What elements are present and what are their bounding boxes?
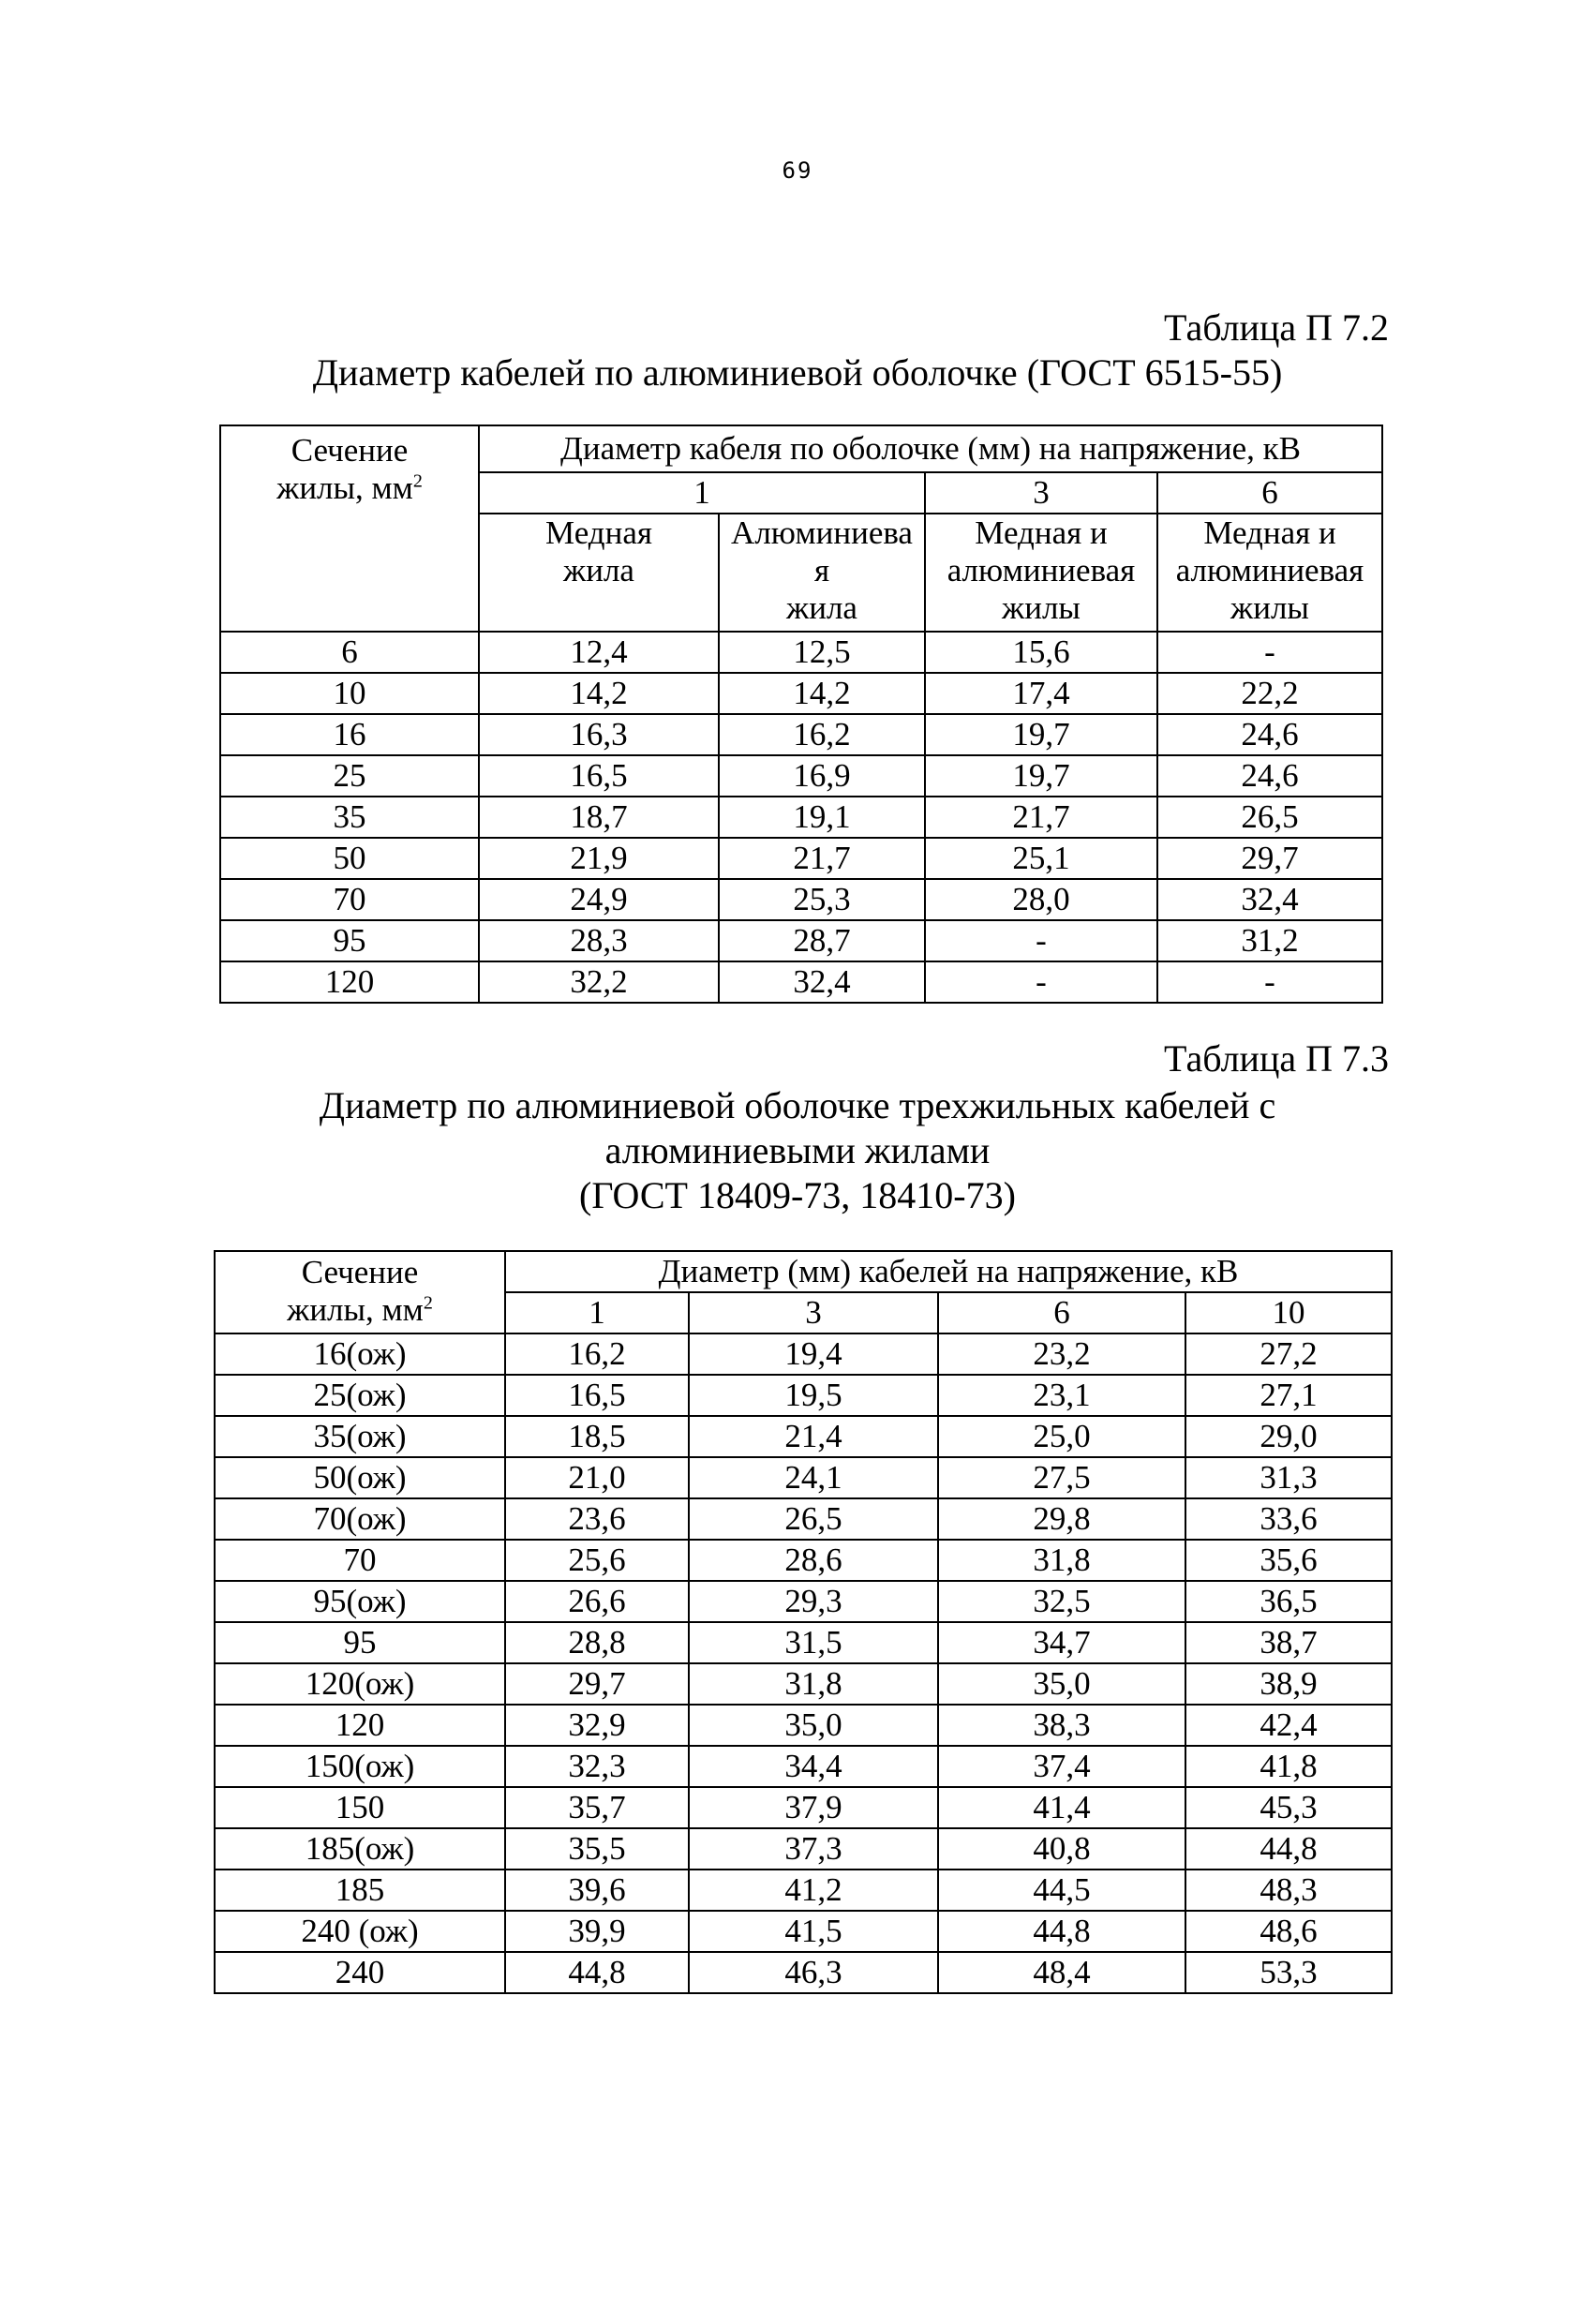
table-row bbox=[220, 961, 1382, 1003]
diameter-cell: 48,4 bbox=[938, 1952, 1185, 1993]
table1-header-voltage: 6 bbox=[1157, 472, 1382, 514]
table-row bbox=[215, 1705, 1392, 1746]
table2 bbox=[214, 1250, 1393, 1994]
section-cell: 240 bbox=[215, 1952, 505, 1993]
diameter-cell: 31,8 bbox=[689, 1663, 938, 1705]
diameter-cell: 38,9 bbox=[1185, 1663, 1392, 1705]
diameter-cell: 28,6 bbox=[689, 1540, 938, 1581]
diameter-cell: 25,3 bbox=[719, 879, 925, 920]
table1 bbox=[219, 425, 1383, 1004]
table-row bbox=[215, 1911, 1392, 1952]
diameter-cell: 23,6 bbox=[505, 1498, 689, 1540]
diameter-cell: 21,7 bbox=[925, 797, 1157, 838]
diameter-cell: 21,7 bbox=[719, 838, 925, 879]
diameter-cell: 19,5 bbox=[689, 1375, 938, 1416]
diameter-cell: - bbox=[925, 920, 1157, 961]
section-cell: 16 bbox=[220, 714, 479, 755]
diameter-cell: 28,3 bbox=[479, 920, 719, 961]
diameter-cell: 36,5 bbox=[1185, 1581, 1392, 1622]
table-row bbox=[220, 920, 1382, 961]
diameter-cell: - bbox=[1157, 961, 1382, 1003]
diameter-cell: 29,8 bbox=[938, 1498, 1185, 1540]
table-row bbox=[215, 1870, 1392, 1911]
section-cell: 185(ож) bbox=[215, 1828, 505, 1870]
diameter-cell: 44,8 bbox=[505, 1952, 689, 1993]
section-cell: 150(ож) bbox=[215, 1746, 505, 1787]
section-cell: 10 bbox=[220, 673, 479, 714]
diameter-cell: 21,4 bbox=[689, 1416, 938, 1457]
diameter-cell: 35,6 bbox=[1185, 1540, 1392, 1581]
table-row bbox=[215, 1663, 1392, 1705]
table1-subheader: Медная и алюминиевая жилы bbox=[1157, 514, 1382, 632]
diameter-cell: 25,6 bbox=[505, 1540, 689, 1581]
diameter-cell: 32,9 bbox=[505, 1705, 689, 1746]
diameter-cell: 14,2 bbox=[479, 673, 719, 714]
diameter-cell: 21,9 bbox=[479, 838, 719, 879]
section-cell: 120 bbox=[220, 961, 479, 1003]
diameter-cell: 32,3 bbox=[505, 1746, 689, 1787]
section-cell: 150 bbox=[215, 1787, 505, 1828]
table-row bbox=[215, 1457, 1392, 1498]
diameter-cell: 19,1 bbox=[719, 797, 925, 838]
diameter-cell: 18,7 bbox=[479, 797, 719, 838]
diameter-cell: 37,3 bbox=[689, 1828, 938, 1870]
table-row bbox=[215, 1416, 1392, 1457]
table1-subheader: Алюминиева я жила bbox=[719, 514, 925, 632]
section-cell: 95 bbox=[215, 1622, 505, 1663]
section-cell: 35(ож) bbox=[215, 1416, 505, 1457]
table-row bbox=[215, 1375, 1392, 1416]
table2-title-line: (ГОСТ 18409-73, 18410-73) bbox=[579, 1174, 1016, 1216]
section-cell: 120 bbox=[215, 1705, 505, 1746]
table1-subheader: Медная и алюминиевая жилы bbox=[925, 514, 1157, 632]
diameter-cell: 23,2 bbox=[938, 1333, 1185, 1375]
diameter-cell: 12,5 bbox=[719, 632, 925, 673]
diameter-cell: 27,1 bbox=[1185, 1375, 1392, 1416]
section-cell: 70 bbox=[215, 1540, 505, 1581]
page-number: 69 bbox=[782, 157, 813, 184]
diameter-cell: 27,2 bbox=[1185, 1333, 1392, 1375]
diameter-cell: 19,7 bbox=[925, 755, 1157, 797]
diameter-cell: 31,5 bbox=[689, 1622, 938, 1663]
diameter-cell: 38,7 bbox=[1185, 1622, 1392, 1663]
diameter-cell: 18,5 bbox=[505, 1416, 689, 1457]
diameter-cell: 32,2 bbox=[479, 961, 719, 1003]
diameter-cell: 16,2 bbox=[505, 1333, 689, 1375]
diameter-cell: 29,7 bbox=[505, 1663, 689, 1705]
table-row bbox=[215, 1498, 1392, 1540]
diameter-cell: 44,5 bbox=[938, 1870, 1185, 1911]
diameter-cell: 23,1 bbox=[938, 1375, 1185, 1416]
diameter-cell: 37,4 bbox=[938, 1746, 1185, 1787]
diameter-cell: 17,4 bbox=[925, 673, 1157, 714]
table2-header-voltage: 10 bbox=[1185, 1292, 1392, 1333]
diameter-cell: 35,0 bbox=[938, 1663, 1185, 1705]
table1-subheader: Медная жила bbox=[479, 514, 719, 632]
diameter-cell: 15,6 bbox=[925, 632, 1157, 673]
section-cell: 95 bbox=[220, 920, 479, 961]
table2-title-line: алюминиевыми жилами bbox=[604, 1129, 991, 1171]
diameter-cell: 22,2 bbox=[1157, 673, 1382, 714]
diameter-cell: 26,5 bbox=[1157, 797, 1382, 838]
diameter-cell: 24,6 bbox=[1157, 714, 1382, 755]
diameter-cell: 39,6 bbox=[505, 1870, 689, 1911]
diameter-cell: 42,4 bbox=[1185, 1705, 1392, 1746]
table-row bbox=[215, 1828, 1392, 1870]
table1-header-section: Сечение жилы, $мм^2$ bbox=[220, 425, 479, 632]
diameter-cell: 29,7 bbox=[1157, 838, 1382, 879]
diameter-cell: 28,7 bbox=[719, 920, 925, 961]
table2-header-section: Сечение жилы, $мм^2$ bbox=[215, 1251, 505, 1333]
diameter-cell: 34,7 bbox=[938, 1622, 1185, 1663]
section-cell: 120(ож) bbox=[215, 1663, 505, 1705]
diameter-cell: 12,4 bbox=[479, 632, 719, 673]
diameter-cell: - bbox=[1157, 632, 1382, 673]
diameter-cell: 45,3 bbox=[1185, 1787, 1392, 1828]
diameter-cell: 41,2 bbox=[689, 1870, 938, 1911]
diameter-cell: 33,6 bbox=[1185, 1498, 1392, 1540]
table-row bbox=[220, 755, 1382, 797]
section-cell: 50(ож) bbox=[215, 1457, 505, 1498]
diameter-cell: 25,0 bbox=[938, 1416, 1185, 1457]
diameter-cell: 38,3 bbox=[938, 1705, 1185, 1746]
table-row bbox=[215, 1787, 1392, 1828]
table-row bbox=[220, 879, 1382, 920]
table2-title-line: Диаметр по алюминиевой оболочке трехжильных кабелей с bbox=[319, 1084, 1276, 1126]
diameter-cell: 53,3 bbox=[1185, 1952, 1392, 1993]
diameter-cell: 31,8 bbox=[938, 1540, 1185, 1581]
diameter-cell: 29,0 bbox=[1185, 1416, 1392, 1457]
table-row bbox=[220, 714, 1382, 755]
table-row bbox=[220, 673, 1382, 714]
table1-title: Диаметр кабелей по алюминиевой оболочке (ГОСТ 6515-55) bbox=[312, 351, 1283, 394]
table2-title bbox=[0, 1083, 1595, 1218]
table-row bbox=[215, 1746, 1392, 1787]
table-row bbox=[220, 838, 1382, 879]
table1-header-voltage: 1 bbox=[479, 472, 925, 514]
diameter-cell: 14,2 bbox=[719, 673, 925, 714]
diameter-cell: 27,5 bbox=[938, 1457, 1185, 1498]
diameter-cell: 26,6 bbox=[505, 1581, 689, 1622]
diameter-cell: 41,8 bbox=[1185, 1746, 1392, 1787]
diameter-cell: 41,4 bbox=[938, 1787, 1185, 1828]
section-cell: 16(ож) bbox=[215, 1333, 505, 1375]
diameter-cell: 16,5 bbox=[479, 755, 719, 797]
table-row bbox=[220, 797, 1382, 838]
diameter-cell: 35,0 bbox=[689, 1705, 938, 1746]
section-cell: 95(ож) bbox=[215, 1581, 505, 1622]
diameter-cell: 41,5 bbox=[689, 1911, 938, 1952]
diameter-cell: 44,8 bbox=[1185, 1828, 1392, 1870]
section-cell: 35 bbox=[220, 797, 479, 838]
diameter-cell: 16,3 bbox=[479, 714, 719, 755]
diameter-cell: 31,3 bbox=[1185, 1457, 1392, 1498]
diameter-cell: 28,8 bbox=[505, 1622, 689, 1663]
table-row bbox=[215, 1540, 1392, 1581]
table-row bbox=[220, 632, 1382, 673]
diameter-cell: 35,5 bbox=[505, 1828, 689, 1870]
table1-header-voltage: 3 bbox=[925, 472, 1157, 514]
diameter-cell: - bbox=[925, 961, 1157, 1003]
section-cell: 240 (ож) bbox=[215, 1911, 505, 1952]
diameter-cell: 44,8 bbox=[938, 1911, 1185, 1952]
section-cell: 70 bbox=[220, 879, 479, 920]
section-cell: 50 bbox=[220, 838, 479, 879]
section-cell: 25 bbox=[220, 755, 479, 797]
table2-label: Таблица П 7.3 bbox=[1164, 1037, 1389, 1080]
table-row bbox=[215, 1333, 1392, 1375]
table2-header-voltage: 6 bbox=[938, 1292, 1185, 1333]
section-cell: 185 bbox=[215, 1870, 505, 1911]
diameter-cell: 26,5 bbox=[689, 1498, 938, 1540]
diameter-cell: 31,2 bbox=[1157, 920, 1382, 961]
diameter-cell: 32,4 bbox=[719, 961, 925, 1003]
table2-header-group: Диаметр (мм) кабелей на напряжение, кВ bbox=[505, 1251, 1392, 1292]
diameter-cell: 40,8 bbox=[938, 1828, 1185, 1870]
table2-header-voltage: 1 bbox=[505, 1292, 689, 1333]
diameter-cell: 16,9 bbox=[719, 755, 925, 797]
diameter-cell: 16,2 bbox=[719, 714, 925, 755]
table-row bbox=[215, 1622, 1392, 1663]
diameter-cell: 16,5 bbox=[505, 1375, 689, 1416]
diameter-cell: 37,9 bbox=[689, 1787, 938, 1828]
diameter-cell: 29,3 bbox=[689, 1581, 938, 1622]
table1-label: Таблица П 7.2 bbox=[1164, 306, 1389, 349]
diameter-cell: 24,1 bbox=[689, 1457, 938, 1498]
diameter-cell: 34,4 bbox=[689, 1746, 938, 1787]
diameter-cell: 48,6 bbox=[1185, 1911, 1392, 1952]
section-cell: 70(ож) bbox=[215, 1498, 505, 1540]
diameter-cell: 24,6 bbox=[1157, 755, 1382, 797]
table-row bbox=[215, 1952, 1392, 1993]
diameter-cell: 25,1 bbox=[925, 838, 1157, 879]
diameter-cell: 39,9 bbox=[505, 1911, 689, 1952]
diameter-cell: 48,3 bbox=[1185, 1870, 1392, 1911]
diameter-cell: 24,9 bbox=[479, 879, 719, 920]
diameter-cell: 32,4 bbox=[1157, 879, 1382, 920]
diameter-cell: 32,5 bbox=[938, 1581, 1185, 1622]
table2-header-voltage: 3 bbox=[689, 1292, 938, 1333]
diameter-cell: 19,7 bbox=[925, 714, 1157, 755]
diameter-cell: 21,0 bbox=[505, 1457, 689, 1498]
diameter-cell: 19,4 bbox=[689, 1333, 938, 1375]
diameter-cell: 35,7 bbox=[505, 1787, 689, 1828]
table-row bbox=[215, 1581, 1392, 1622]
diameter-cell: 46,3 bbox=[689, 1952, 938, 1993]
section-cell: 25(ож) bbox=[215, 1375, 505, 1416]
section-cell: 6 bbox=[220, 632, 479, 673]
diameter-cell: 28,0 bbox=[925, 879, 1157, 920]
table1-header-group: Диаметр кабеля по оболочке (мм) на напряжение, кВ bbox=[479, 425, 1382, 472]
